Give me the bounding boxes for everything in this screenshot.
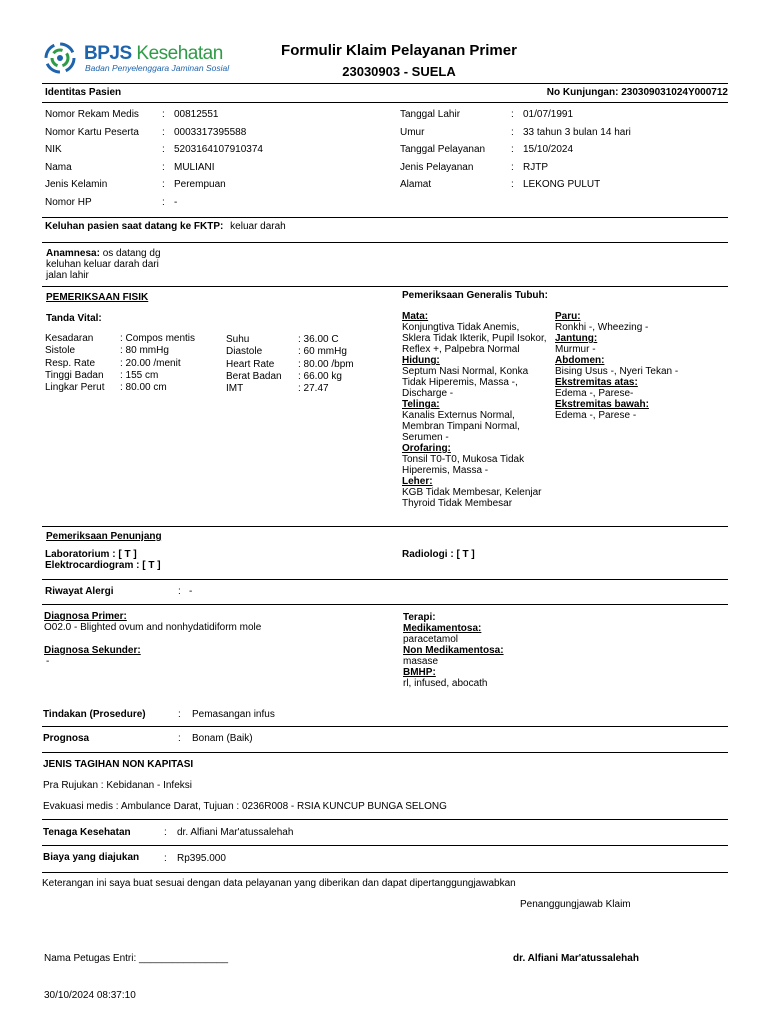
divider (42, 526, 728, 527)
mata-label: Mata: (402, 311, 429, 322)
identitas-left-field-label: Nomor HP (45, 196, 92, 208)
medikamentosa-label: Medikamentosa: (403, 623, 482, 634)
identitas-right-field-label: Tanggal Lahir (400, 109, 461, 120)
leher-value: KGB Tidak Membesar, Kelenjar Thyroid Tidak Membesar (402, 487, 542, 509)
identitas-left-field-value: - (174, 196, 178, 208)
diagnosa-primer-label: Diagnosa Primer: (44, 611, 127, 622)
divider (42, 579, 728, 580)
alergi-colon: : (178, 586, 181, 597)
mata-value: Konjungtiva Tidak Anemis, Sklera Tidak Ikterik, Pupil Isokor, Reflex +, Palpebra Normal (402, 322, 547, 355)
penunjang-heading: Pemeriksaan Penunjang (46, 531, 162, 542)
divider (42, 217, 728, 218)
prognosa-colon: : (178, 733, 181, 744)
orofaring-value: Tonsil T0-T0, Mukosa Tidak Hiperemis, Massa - (402, 454, 525, 476)
vital-left-value: : Compos mentis (120, 333, 196, 344)
telinga-value: Kanalis Externus Normal, Membran Timpani Normal, Serumen - (402, 410, 520, 443)
paru-label: Paru: (555, 311, 581, 322)
petugas-label: Nama Petugas Entri: (44, 953, 137, 964)
alergi-label: Riwayat Alergi (45, 586, 114, 597)
identitas-right-field-label: Tanggal Pelayanan (400, 144, 486, 155)
identitas-left-field-label: Nama (45, 161, 72, 173)
identitas-right-field-colon: : (511, 126, 514, 138)
divider (42, 242, 728, 243)
identitas-left-field-colon: : (162, 196, 165, 208)
diagnosa-sekunder-value: - (46, 656, 50, 667)
tenaga-label: Tenaga Kesehatan (43, 827, 131, 838)
identitas-left-field-value: 00812551 (174, 109, 219, 120)
generalis-column-2 (555, 311, 725, 421)
telinga-label: Telinga: (402, 399, 440, 410)
keluhan-label: Keluhan pasien saat datang ke FKTP: (45, 221, 224, 232)
vital-left-value: : 80 mmHg (120, 345, 169, 357)
bmhp-label: BMHP: (403, 667, 436, 678)
leher-label: Leher: (402, 476, 433, 487)
identitas-left-field-colon: : (162, 179, 165, 190)
vital-right-value: : 80.00 /bpm (298, 358, 354, 370)
signer-name: dr. Alfiani Mar'atussalehah (513, 953, 639, 964)
anamnesa-value: os datang dg keluhan keluar darah dari jalan lahir (46, 248, 161, 281)
identitas-right-field-label: Jenis Pelayanan (400, 161, 474, 173)
tindakan-value: Pemasangan infus (192, 709, 275, 720)
vital-left-label: Lingkar Perut (45, 382, 105, 394)
vital-right-label: Suhu (226, 334, 250, 345)
vital-right-value: : 60 mmHg (298, 346, 347, 358)
anamnesa-block (46, 248, 176, 281)
ekstremitas-atas-label: Ekstremitas atas: (555, 377, 638, 388)
fisik-heading: PEMERIKSAAN FISIK (46, 292, 149, 303)
laboratorium: Laboratorium : [ T ] (45, 549, 137, 560)
elektrocardiogram: Elektrocardiogram : [ T ] (45, 560, 161, 571)
identitas-right-field-label: Alamat (400, 179, 432, 190)
identitas-left-field-label: NIK (45, 144, 62, 155)
vital-left-value: : 155 cm (120, 369, 159, 381)
identitas-heading: Identitas Pasien (45, 87, 122, 98)
identitas-left-field-label: Nomor Kartu Peserta (45, 126, 139, 138)
prognosa-value: Bonam (Baik) (192, 733, 253, 744)
pra-rujukan: Pra Rujukan : Kebidanan - Infeksi (43, 780, 192, 791)
vital-left-label: Sistole (45, 345, 76, 357)
jantung-label: Jantung: (555, 333, 598, 344)
paru-value: Ronkhi -, Wheezing - (555, 322, 649, 333)
abdomen-label: Abdomen: (555, 355, 605, 366)
vital-left-label: Resp. Rate (45, 357, 96, 369)
diagnosa-sekunder-label: Diagnosa Sekunder: (44, 645, 141, 656)
identitas-right-field-value: 01/07/1991 (523, 109, 574, 120)
tindakan-colon: : (178, 709, 181, 720)
divider (42, 845, 728, 846)
hidung-value: Septum Nasi Normal, Konka Tidak Hiperemis, Massa -, Discharge - (402, 366, 529, 399)
prognosa-label: Prognosa (43, 733, 90, 744)
divider (42, 819, 728, 820)
vital-left-value: : 20.00 /menit (120, 357, 181, 369)
identitas-left-field-colon: : (162, 161, 165, 173)
identitas-right-field-value: LEKONG PULUT (523, 179, 601, 190)
identitas-left-field-label: Jenis Kelamin (45, 179, 108, 190)
identitas-left-field-label: Nomor Rekam Medis (45, 109, 139, 120)
jantung-value: Murmur - (555, 344, 596, 355)
tagihan-heading: JENIS TAGIHAN NON KAPITASI (43, 759, 194, 770)
form-title: Formulir Klaim Pelayanan Primer (281, 42, 517, 59)
abdomen-value: Bising Usus -, Nyeri Tekan - (555, 366, 679, 377)
terapi-block (403, 612, 603, 689)
identitas-left-field-colon: : (162, 126, 165, 138)
vital-right-label: Diastole (226, 346, 263, 358)
identitas-left-field-value: MULIANI (174, 161, 215, 173)
identitas-right-field-value: 15/10/2024 (523, 144, 574, 155)
vital-left-value: : 80.00 cm (120, 382, 167, 394)
identitas-right-field-value: 33 tahun 3 bulan 14 hari (523, 126, 631, 138)
non-medikamentosa-value: masase (403, 656, 439, 667)
identitas-left-field-value: 5203164107910374 (174, 144, 263, 155)
divider (42, 286, 728, 287)
vital-right-label: Berat Badan (226, 370, 282, 382)
statement: Keterangan ini saya buat sesuai dengan data pelayanan yang diberikan dan dapat dipertanggungjawabkan (42, 878, 516, 889)
identitas-left-field-colon: : (162, 144, 165, 155)
vital-left-label: Tinggi Badan (45, 369, 104, 381)
identitas-right-field-value: RJTP (523, 161, 548, 173)
terapi-label: Terapi: (403, 612, 436, 623)
petugas-blank: ________________ (139, 953, 229, 964)
divider (42, 872, 728, 873)
ekstremitas-bawah-value: Edema -, Parese - (555, 410, 637, 421)
biaya-colon: : (164, 853, 167, 864)
radiologi: Radiologi : [ T ] (402, 549, 475, 560)
tenaga-colon: : (164, 827, 167, 838)
form-subtitle: 23030903 - SUELA (342, 64, 456, 79)
identitas-right-field-colon: : (511, 109, 514, 120)
keluhan-row (45, 221, 286, 233)
non-medikamentosa-label: Non Medikamentosa: (403, 645, 504, 656)
logo-subtitle: Badan Penyelenggara Jaminan Sosial (85, 63, 230, 73)
keluhan-value: keluar darah (230, 221, 286, 232)
vital-right-value: : 36.00 C (298, 334, 339, 345)
tanda-vital-heading: Tanda Vital: (46, 313, 102, 324)
no-kunjungan: No Kunjungan: 230309031024Y000712 (546, 87, 728, 98)
divider (42, 752, 728, 753)
identitas-right-field-colon: : (511, 144, 514, 155)
biaya-value: Rp395.000 (177, 853, 226, 864)
vital-right-value: : 27.47 (298, 383, 329, 395)
tenaga-value: dr. Alfiani Mar'atussalehah (177, 827, 294, 838)
identitas-left-field-value: Perempuan (174, 179, 226, 190)
identitas-right-field-label: Umur (400, 126, 425, 138)
vital-right-label: IMT (226, 383, 244, 395)
tindakan-label: Tindakan (Prosedure) (43, 709, 146, 720)
logo-wordmark: BPJS Kesehatan (84, 43, 223, 64)
divider (42, 102, 728, 103)
generalis-column-1 (402, 311, 550, 509)
vital-right-label: Heart Rate (226, 358, 275, 370)
vital-left-label: Kesadaran (45, 333, 94, 344)
ekstremitas-bawah-label: Ekstremitas bawah: (555, 399, 649, 410)
vital-right-value: : 66.00 kg (298, 370, 342, 382)
identitas-left-field-value: 0003317395588 (174, 126, 247, 138)
identitas-right-field-colon: : (511, 179, 514, 190)
divider (42, 726, 728, 727)
bmhp-value: rl, infused, abocath (403, 678, 488, 689)
ekstremitas-atas-value: Edema -, Parese- (555, 388, 634, 399)
anamnesa-label: Anamnesa: (46, 248, 100, 259)
generalis-heading: Pemeriksaan Generalis Tubuh: (402, 290, 548, 301)
alergi-value: - (189, 586, 193, 597)
evakuasi-medis: Evakuasi medis : Ambulance Darat, Tujuan : 0236R008 - RSIA KUNCUP BUNGA SELONG (43, 801, 447, 812)
orofaring-label: Orofaring: (402, 443, 451, 454)
identitas-left-field-colon: : (162, 109, 165, 120)
identitas-right-field-colon: : (511, 161, 514, 173)
penanggungjawab-label: Penanggungjawab Klaim (520, 899, 631, 910)
diagnosa-primer-value: O02.0 - Blighted ovum and nonhydatidiform mole (44, 622, 262, 633)
petugas-entri (44, 953, 228, 965)
divider (42, 604, 728, 605)
divider (42, 83, 728, 84)
hidung-label: Hidung: (402, 355, 440, 366)
print-timestamp: 30/10/2024 08:37:10 (44, 990, 136, 1001)
biaya-label: Biaya yang diajukan (43, 852, 140, 863)
medikamentosa-value: paracetamol (403, 634, 459, 645)
